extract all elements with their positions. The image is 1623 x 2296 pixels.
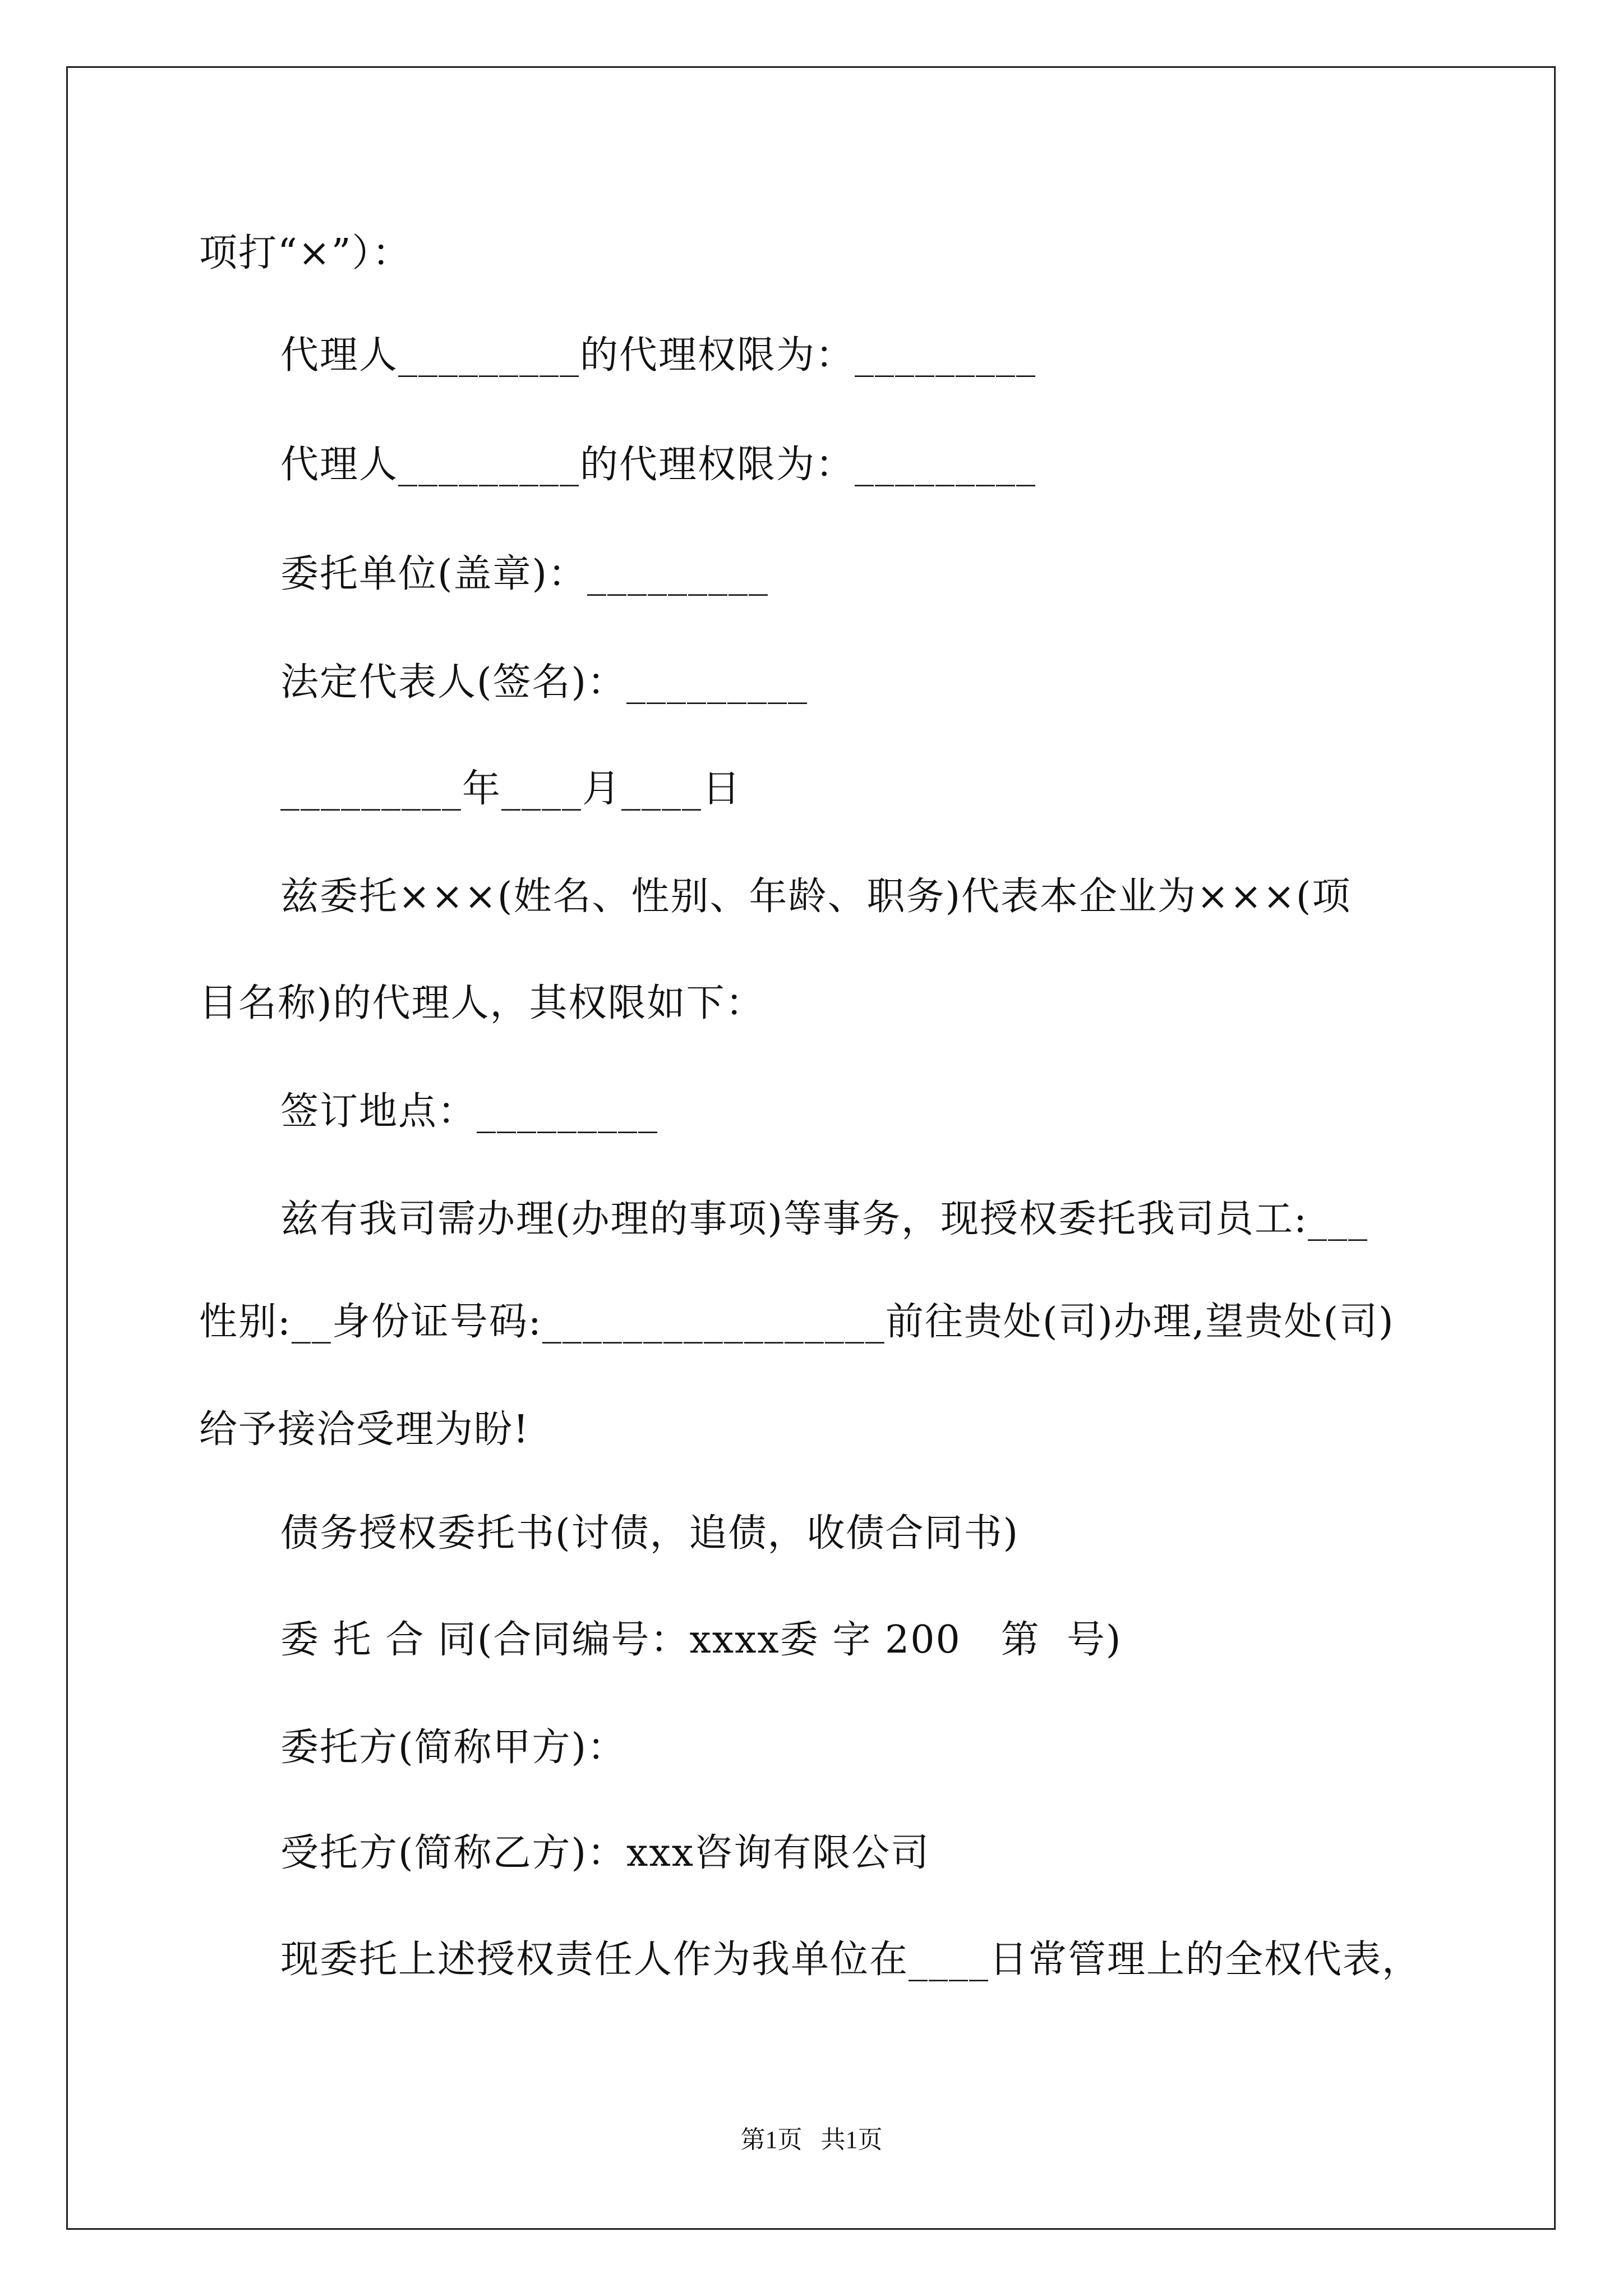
text-line: 委托方(简称甲方)： (280, 1726, 627, 1770)
text-line: 委 托 合 同(合同编号：xxxx委 字 200 第 号) (280, 1618, 1122, 1662)
text-line: 代理人_________的代理权限为：_________ (280, 333, 1037, 378)
text-line: 委托单位(盖章)：_________ (280, 552, 769, 596)
text-line: 债务授权委托书(讨债，追债，收债合同书) (280, 1511, 1020, 1556)
page-footer: 第1页 共1页 (740, 2126, 883, 2154)
text-line: 代理人_________的代理权限为：_________ (280, 443, 1037, 487)
text-line: 兹有我司需办理(办理的事项)等事务，现授权委托我司员工:___ (280, 1197, 1368, 1241)
text-line: 给予接洽受理为盼! (199, 1407, 530, 1452)
text-line: 兹委托×××(姓名、性别、年龄、职务)代表本企业为×××(项 (280, 875, 1352, 919)
text-line: 受托方(简称乙方)：xxx咨询有限公司 (280, 1831, 930, 1875)
page-border (66, 66, 1556, 2230)
text-line: 现委托上述授权责任人作为我单位在____日常管理上的全权代表， (280, 1938, 1422, 1982)
text-line: 签订地点：_________ (280, 1089, 659, 1134)
text-line: 目名称)的代理人，其权限如下： (199, 981, 765, 1025)
text-line: _________年____月____日 (280, 767, 742, 811)
text-line: 法定代表人(签名)：_________ (280, 660, 809, 705)
text-line: 项打“×”）： (199, 231, 412, 275)
text-line: 性别:__身份证号码:_________________前往贵处(司)办理,望贵处(司) (199, 1300, 1395, 1344)
